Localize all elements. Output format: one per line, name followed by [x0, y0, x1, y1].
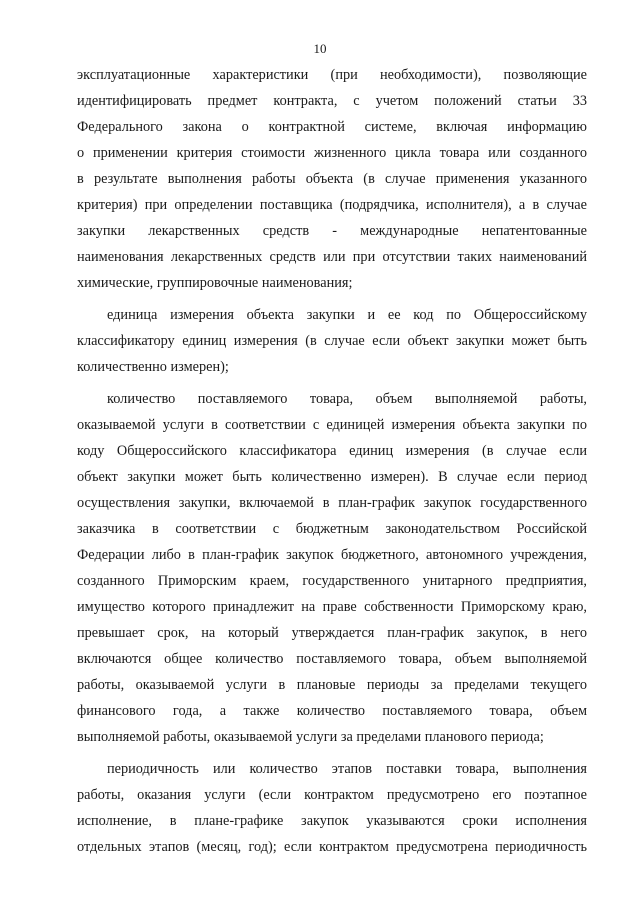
text-line: коду Общероссийского классификатора единиц измерения (в случае если [77, 443, 587, 459]
text-line: о применении критерия стоимости жизненного цикла товара или созданного [77, 145, 587, 161]
page-number: 10 [313, 41, 327, 56]
text-line: осуществления закупки, включаемой в план-график закупок государственного [77, 495, 587, 511]
text-line: эксплуатационные характеристики (при необходимости), позволяющие [77, 67, 587, 83]
paragraph-3 [77, 386, 587, 750]
text-line: имущество которого принадлежит на праве собственности Приморскому краю, [77, 599, 587, 615]
text-line: классификатору единиц измерения (в случае если объект закупки может быть [77, 333, 587, 349]
text-line: количественно измерен); [77, 359, 229, 375]
text-line: работы, оказываемой услуги в плановые периоды за пределами текущего [77, 677, 587, 693]
text-line: отдельных этапов (месяц, год); если контрактом предусмотрена периодичность [77, 839, 587, 855]
text-line: исполнение, в плане-графике закупок указываются сроки исполнения [77, 813, 587, 829]
paragraph-1 [77, 62, 587, 296]
document-body [77, 62, 587, 860]
text-line: выполняемой работы, оказываемой услуги за пределами планового периода; [77, 729, 544, 745]
text-line: превышает срок, на который утверждается план-график закупок, в него [77, 625, 587, 641]
text-line: количество поставляемого товара, объем выполняемой работы, [107, 391, 587, 407]
text-line: Федерации либо в план-график закупок бюджетного, автономного учреждения, [77, 547, 587, 563]
text-line: созданного Приморским краем, государственного унитарного предприятия, [77, 573, 587, 589]
text-line: финансового года, а также количество поставляемого товара, объем [77, 703, 587, 719]
paragraph-2 [77, 302, 587, 380]
paragraph-4 [77, 756, 587, 860]
text-line: оказываемой услуги в соответствии с единицей измерения объекта закупки по [77, 417, 587, 433]
text-line: наименования лекарственных средств или при отсутствии таких наименований [77, 249, 587, 265]
text-line: закупки лекарственных средств - международные непатентованные [77, 223, 587, 239]
text-line: объект закупки может быть количественно измерен). В случае если период [77, 469, 587, 485]
text-line: критерия) при определении поставщика (подрядчика, исполнителя), а в случае [77, 197, 587, 213]
text-line: Федерального закона о контрактной системе, включая информацию [77, 119, 587, 135]
text-line: периодичность или количество этапов поставки товара, выполнения [107, 761, 587, 777]
text-line: идентифицировать предмет контракта, с учетом положений статьи 33 [77, 93, 587, 109]
text-line: единица измерения объекта закупки и ее код по Общероссийскому [107, 307, 587, 323]
text-line: заказчика в соответствии с бюджетным законодательством Российской [77, 521, 587, 537]
text-line: в результате выполнения работы объекта (в случае применения указанного [77, 171, 587, 187]
text-line: химические, группировочные наименования; [77, 275, 353, 291]
text-line: включаются общее количество поставляемого товара, объем выполняемой [77, 651, 587, 667]
text-line: работы, оказания услуги (если контрактом предусмотрено его поэтапное [77, 787, 587, 803]
